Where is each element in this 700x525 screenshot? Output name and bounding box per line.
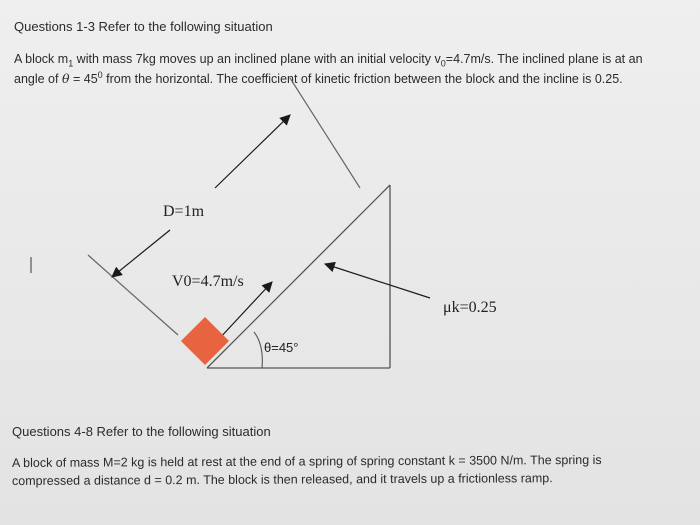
block <box>181 317 229 365</box>
question-4-8-text-line-2: compressed a distance d = 0.2 m. The block is then released, and it travels up a frictionless ramp. <box>11 471 553 488</box>
subscript: 0 <box>440 58 446 69</box>
question-4-8-text-line-1: A block of mass M=2 kg is held at rest at the end of a spring of spring constant k = 3500 N/m. The spring is <box>11 452 602 470</box>
velocity-label: V0=4.7m/s <box>172 273 244 290</box>
distance-label: D=1m <box>163 203 205 220</box>
text-part: = 45 <box>69 72 98 87</box>
text-part: =4.7m/s. The inclined plane is at an <box>445 52 643 66</box>
angle-label: θ=45° <box>264 340 299 355</box>
question-4-8-header: Questions 4-8 Refer to the following situation <box>12 424 271 439</box>
question-1-3-header: Questions 1-3 Refer to the following situation <box>14 19 273 34</box>
distance-arrow-up <box>215 115 290 188</box>
distance-line-upper <box>290 78 360 188</box>
text-part: A block m <box>14 52 69 66</box>
friction-pointer-arrow <box>325 264 430 298</box>
text-part: from the horizontal. The coefficient of kinetic friction between the block and the incline is 0.25. <box>102 72 623 87</box>
theta-symbol: θ <box>61 71 70 87</box>
superscript: 0 <box>97 70 103 80</box>
text-part: with mass 7kg moves up an inclined plane with an initial velocity v <box>73 52 441 66</box>
distance-line-lower <box>88 255 178 335</box>
subscript: 1 <box>68 58 74 69</box>
text-part: angle of <box>14 72 62 87</box>
angle-arc <box>254 332 262 368</box>
friction-label: μk=0.25 <box>443 299 497 316</box>
distance-arrow-down <box>112 230 170 277</box>
